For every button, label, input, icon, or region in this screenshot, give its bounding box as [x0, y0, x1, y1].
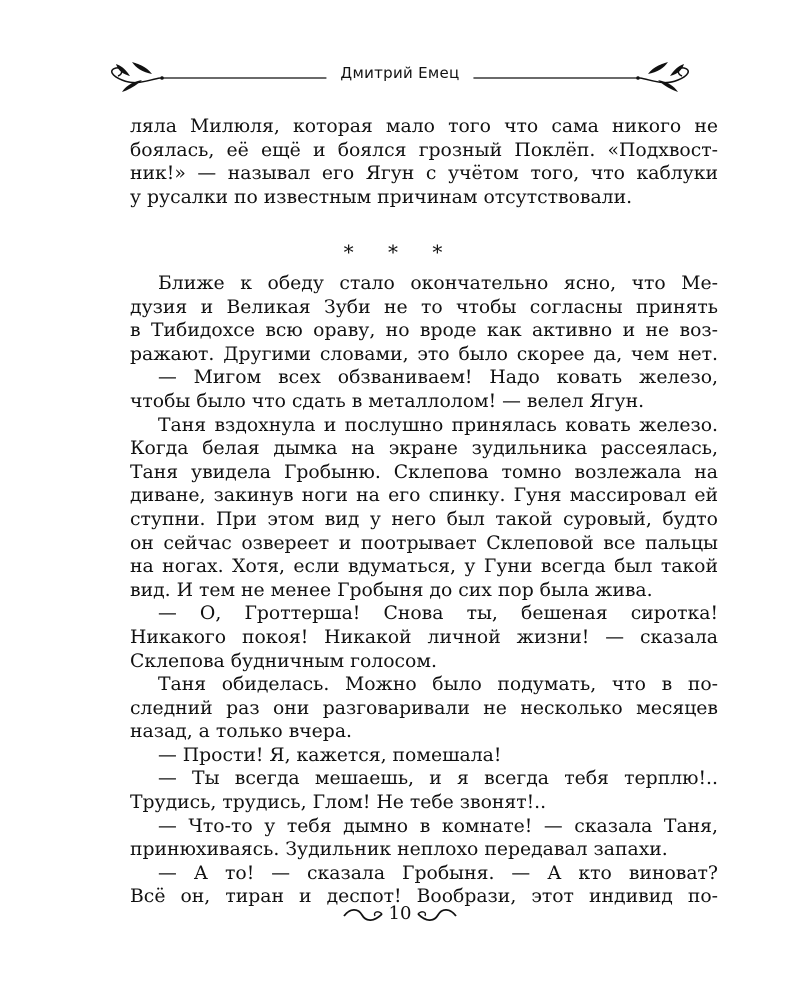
- text-line: Таня обиделась. Можно было подумать, что в по-: [158, 674, 718, 696]
- text-line: — Мигом всех обзваниваем! Надо ковать железо,: [158, 367, 718, 389]
- text-line: — О, Гроттерша! Снова ты, бешеная сиротка!: [158, 603, 718, 625]
- text-line: Никакого покоя! Никакой личной жизни! — сказала: [130, 626, 718, 648]
- text-line: Когда белая дымка на экране зудильника рассеялась,: [130, 438, 718, 460]
- text-line: следний раз они разговаривали не несколько месяцев: [130, 697, 718, 719]
- text-line: на ногах. Хотя, если вдуматься, у Гуни всегда был такой: [130, 556, 718, 578]
- text-line: Таня увидела Гробыню. Склепова томно возлежала на: [130, 461, 718, 483]
- text-line: Всё он, тиран и деспот! Вообрази, этот индивид по-: [130, 886, 718, 908]
- text-line: боялась, её ещё и боялся грозный Поклёп. «Подхвост-: [130, 139, 718, 161]
- text-line: — Ты всегда мешаешь, и я всегда тебя терплю!..: [158, 768, 718, 790]
- section-separator: * * *: [343, 240, 457, 264]
- text-line: он сейчас озверeет и поотрывает Склеповой все пальцы: [130, 532, 718, 554]
- text-line: ступни. При этом вид у него был такой суровый, будто: [130, 508, 718, 530]
- text-line: принюхиваясь. Зудильник неплохо передавал запахи.: [130, 839, 668, 861]
- text-line: ник!» — называл его Ягун с учётом того, что каблуки: [130, 163, 718, 185]
- text-line: Склепова будничным голосом.: [130, 650, 437, 672]
- page-body: [130, 115, 718, 209]
- page-number: 10: [388, 903, 412, 924]
- text-line: — А то! — сказала Гробыня. — А кто виноват?: [158, 862, 718, 884]
- text-line: у русалки по известным причинам отсутствовали.: [130, 186, 633, 208]
- text-line: Трудись, трудись, Глом! Не тебе звонят!..: [130, 792, 547, 814]
- page-footer: [340, 900, 460, 930]
- swirl-flourish-icon-right: [416, 906, 458, 924]
- text-line: чтобы было что сдать в металлолом! — велел Ягун.: [130, 390, 645, 412]
- text-line: вид. И тем не менее Гробыня до сих пор была жива.: [130, 579, 653, 601]
- text-line: назад, а только вчера.: [130, 721, 352, 743]
- text-line: диване, закинув ноги на его спинку. Гуня массировал ей: [130, 485, 718, 507]
- text-line: — Прости! Я, кажется, помешала!: [158, 744, 502, 766]
- text-line: ляла Милюля, которая мало того что сама никого не: [130, 116, 718, 137]
- swirl-flourish-icon-left: [342, 906, 384, 924]
- text-line: Таня вздохнула и послушно принялась ковать железо.: [158, 414, 718, 436]
- text-line: ражают. Другими словами, это было скорее да, чем нет.: [130, 343, 718, 365]
- running-header: [100, 58, 700, 94]
- author-name: Дмитрий Емец: [326, 64, 473, 82]
- text-line: в Тибидохсе всю ораву, но вроде как активно и не воз-: [130, 320, 718, 342]
- text-line: Ближе к обеду стало окончательно ясно, что Ме-: [158, 273, 718, 294]
- page-body-2: [130, 272, 718, 909]
- leaf-flourish-icon-right: [636, 62, 688, 92]
- text-line: — Что-то у тебя дымно в комнате! — сказала Таня,: [158, 815, 718, 837]
- text-line: дузия и Великая Зуби не то чтобы согласны принять: [130, 296, 718, 318]
